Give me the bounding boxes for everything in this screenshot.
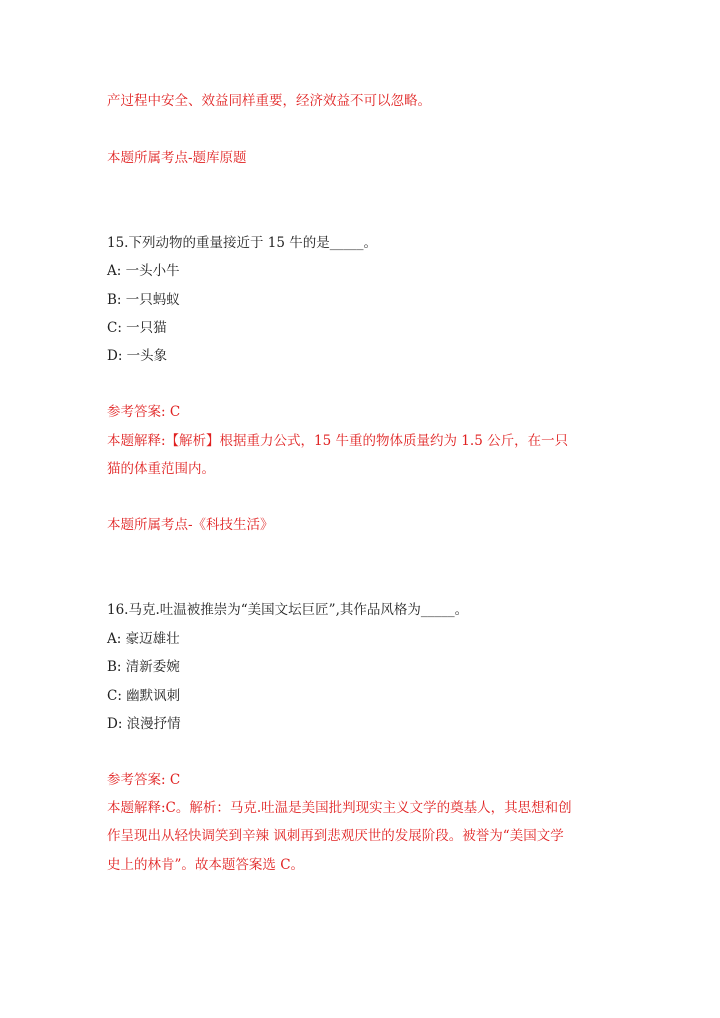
question-16-option-c: C: 幽默讽刺: [107, 688, 181, 704]
question-15-analysis-line-1: 本题解释:【解析】根据重力公式，15 牛重的物体质量约为 1.5 公斤，在一只: [107, 433, 569, 449]
question-16-option-d: D: 浪漫抒情: [107, 716, 181, 732]
question-15-stem: 15.下列动物的重量接近于 15 牛的是_____。: [107, 235, 377, 251]
question-15-topic: 本题所属考点-《科技生活》: [107, 517, 274, 533]
question-16-analysis-line-1: 本题解释:C。解析：马克.吐温是美国批判现实主义文学的奠基人，其思想和创: [107, 800, 572, 816]
question-15-option-c: C: 一只猫: [107, 320, 167, 336]
question-15-option-b: B: 一只蚂蚁: [107, 292, 180, 308]
question-16-analysis-line-3: 史上的林肯”。故本题答案选 C。: [107, 857, 305, 873]
question-16-option-a: A: 豪迈雄壮: [107, 631, 180, 647]
question-16-stem: 16.马克.吐温被推崇为“美国文坛巨匠”,其作品风格为_____。: [107, 602, 469, 618]
question-16-analysis-line-2: 作呈现出从轻快调笑到辛辣 讽刺再到悲观厌世的发展阶段。被誉为“美国文学: [107, 828, 564, 844]
question-15-answer: 参考答案: C: [107, 404, 181, 420]
question-16-option-b: B: 清新委婉: [107, 659, 180, 675]
question-16-answer: 参考答案: C: [107, 772, 181, 788]
previous-topic: 本题所属考点-题库原题: [107, 150, 247, 166]
question-15-option-a: A: 一头小牛: [107, 263, 180, 279]
previous-analysis-tail: 产过程中安全、效益同样重要，经济效益不可以忽略。: [107, 93, 431, 109]
question-15-analysis-line-2: 猫的体重范围内。: [107, 461, 215, 477]
question-15-option-d: D: 一头象: [107, 348, 168, 364]
